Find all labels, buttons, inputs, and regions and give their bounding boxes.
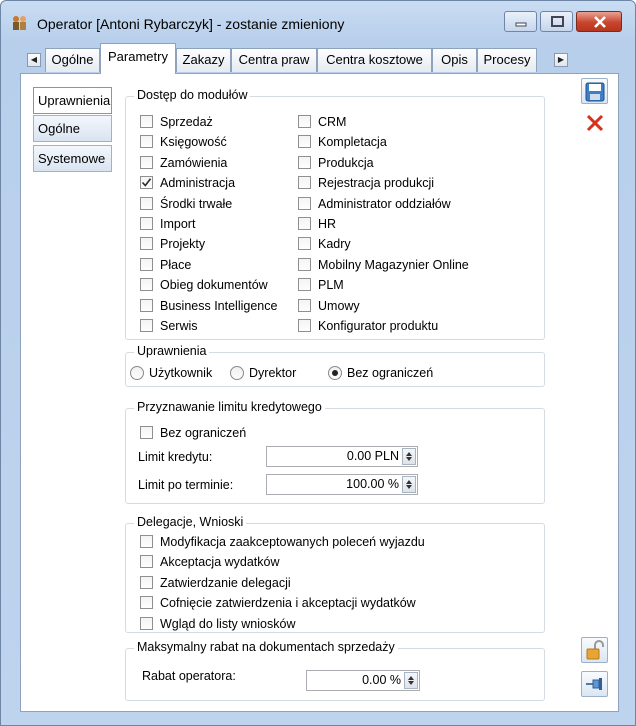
checkbox-label: Serwis [160,319,198,333]
tab-scroll-left-button[interactable] [27,53,41,67]
tab-scroll-right-button[interactable] [554,53,568,67]
overdue-limit-label: Limit po terminie: [138,478,234,492]
delegations-group-title: Delegacje, Wnioski [134,515,246,529]
checkbox[interactable] [140,258,153,271]
checkbox-label: Administracja [160,176,236,191]
checkbox-label: Produkcja [318,155,374,170]
checkbox-label: Konfigurator produktu [318,319,439,333]
checkbox-label: Import [160,217,196,231]
checkbox[interactable] [298,217,311,230]
discount-value: 0.00 % [362,673,401,687]
title-bar [1,1,635,39]
tab-opis[interactable]: Opis [432,48,477,72]
checkbox-label: Administrator oddziałów [318,196,451,211]
save-icon [585,82,605,102]
radio-selected-dot [332,370,338,376]
minimize-button[interactable] [504,11,537,32]
arrow-left-icon: ◀ [30,55,38,64]
lock-button[interactable] [581,637,608,663]
radio-label-dyrektor: Dyrektor [249,366,297,380]
pin-icon [585,677,605,692]
spin-up-icon[interactable] [408,676,414,680]
operator-app-icon [11,15,29,31]
checkbox-label: Kompletacja [318,135,387,150]
radio-button[interactable] [230,366,244,380]
spin-down-icon[interactable] [408,681,414,685]
checkbox[interactable] [298,176,311,189]
maximize-icon [551,16,564,27]
spin-up-icon[interactable] [406,480,412,484]
tab-centra-praw[interactable]: Centra praw [231,48,317,72]
checkbox[interactable] [298,319,311,332]
checkbox[interactable] [140,156,153,169]
checkbox[interactable] [140,555,153,568]
checkbox-label: Księgowość [160,135,227,150]
checkbox[interactable] [140,535,153,548]
checkbox-label: Projekty [160,237,206,252]
spin-down-icon[interactable] [406,457,412,461]
overdue-limit-input[interactable] [266,474,418,495]
checkbox[interactable] [140,135,153,148]
tab-ogolne[interactable]: Ogólne [45,48,100,72]
cancel-button[interactable] [581,109,608,135]
credit-limit-value: 0.00 PLN [346,449,399,463]
window-title: Operator [Antoni Rybarczyk] - zostanie zmieniony [37,16,345,32]
minimize-icon [515,18,527,27]
checkbox-label: Zatwierdzanie delegacji [160,575,291,590]
credit-group-title: Przyznawanie limitu kredytowego [134,400,325,414]
credit-limit-input[interactable] [266,446,418,467]
checkbox-label: Wgląd do listy wniosków [160,616,296,631]
checkbox[interactable] [140,278,153,291]
overdue-limit-spinner[interactable] [402,476,416,493]
checkbox[interactable] [140,197,153,210]
radio-button[interactable] [130,366,144,380]
checkbox-label: Rejestracja produkcji [318,176,435,191]
checkbox[interactable] [298,115,311,128]
cancel-icon [585,113,605,133]
checkbox[interactable] [140,596,153,609]
checkbox[interactable] [298,156,311,169]
radio-button[interactable] [328,366,342,380]
checkbox[interactable] [298,278,311,291]
checkbox[interactable] [298,197,311,210]
checkbox[interactable] [140,617,153,630]
subtab-systemowe[interactable]: Systemowe [33,145,112,172]
maximize-button[interactable] [540,11,573,32]
checkbox[interactable] [140,237,153,250]
modules-group-title: Dostęp do modułów [134,88,250,102]
checkbox-label: Środki trwałe [160,196,233,211]
arrow-right-icon: ▶ [557,55,565,64]
save-button[interactable] [581,78,608,104]
subtab-ogolne[interactable]: Ogólne [33,115,112,142]
checkbox[interactable] [298,258,311,271]
tab-zakazy[interactable]: Zakazy [176,48,231,72]
checkbox[interactable] [140,299,153,312]
checkbox-label: CRM [318,115,347,129]
checkbox[interactable] [298,135,311,148]
radio-label-bez-ograniczen: Bez ograniczeń [347,366,434,380]
checkbox-label: Mobilny Magazynier Online [318,257,469,272]
checkbox[interactable] [140,217,153,230]
radio-label-uzytkownik: Użytkownik [149,366,213,380]
tab-procesy[interactable]: Procesy [477,48,537,72]
subtab-uprawnienia[interactable]: Uprawnienia [33,87,112,114]
close-button[interactable] [576,11,622,32]
tab-centra-kosztowe[interactable]: Centra kosztowe [317,48,432,72]
checkbox-label: Umowy [318,298,360,313]
tab-parametry[interactable]: Parametry [100,43,176,74]
checkbox[interactable] [298,299,311,312]
checkbox-label: HR [318,217,337,231]
checkbox-label: Business Intelligence [160,298,278,313]
discount-group-title: Maksymalny rabat na dokumentach sprzedaży [134,640,398,654]
checkbox-label: Modyfikacja zaakceptowanych poleceń wyjazdu [160,535,425,549]
checkbox-label: Płace [160,257,192,272]
checkbox[interactable] [140,176,153,189]
close-icon [593,16,607,28]
checkbox[interactable] [298,237,311,250]
checkbox-label: Kadry [318,237,351,252]
checkbox-label: Akceptacja wydatków [160,555,280,570]
credit-limit-label: Limit kredytu: [138,450,213,464]
checkmark-icon [141,177,152,188]
checkbox[interactable] [140,576,153,589]
checkbox-label: Obieg dokumentów [160,278,268,293]
spin-up-icon[interactable] [406,452,412,456]
pin-button[interactable] [581,671,608,697]
credit-limit-spinner[interactable] [402,448,416,465]
discount-spinner[interactable] [404,672,418,689]
discount-label: Rabat operatora: [142,669,236,683]
permissions-group-title: Uprawnienia [134,344,209,358]
checkbox-label: Cofnięcie zatwierdzenia i akceptacji wydatków [160,596,416,611]
checkbox[interactable] [140,115,153,128]
checkbox-label: Zamówienia [160,155,228,170]
checkbox-label: PLM [318,278,344,293]
credit-no-limit-label: Bez ograniczeń [160,426,247,440]
discount-input[interactable] [306,670,420,691]
spin-down-icon[interactable] [406,485,412,489]
checkbox-label: Sprzedaż [160,115,213,129]
checkbox[interactable] [140,426,153,439]
checkbox[interactable] [140,319,153,332]
overdue-limit-value: 100.00 % [346,477,399,491]
lock-icon [586,640,605,661]
